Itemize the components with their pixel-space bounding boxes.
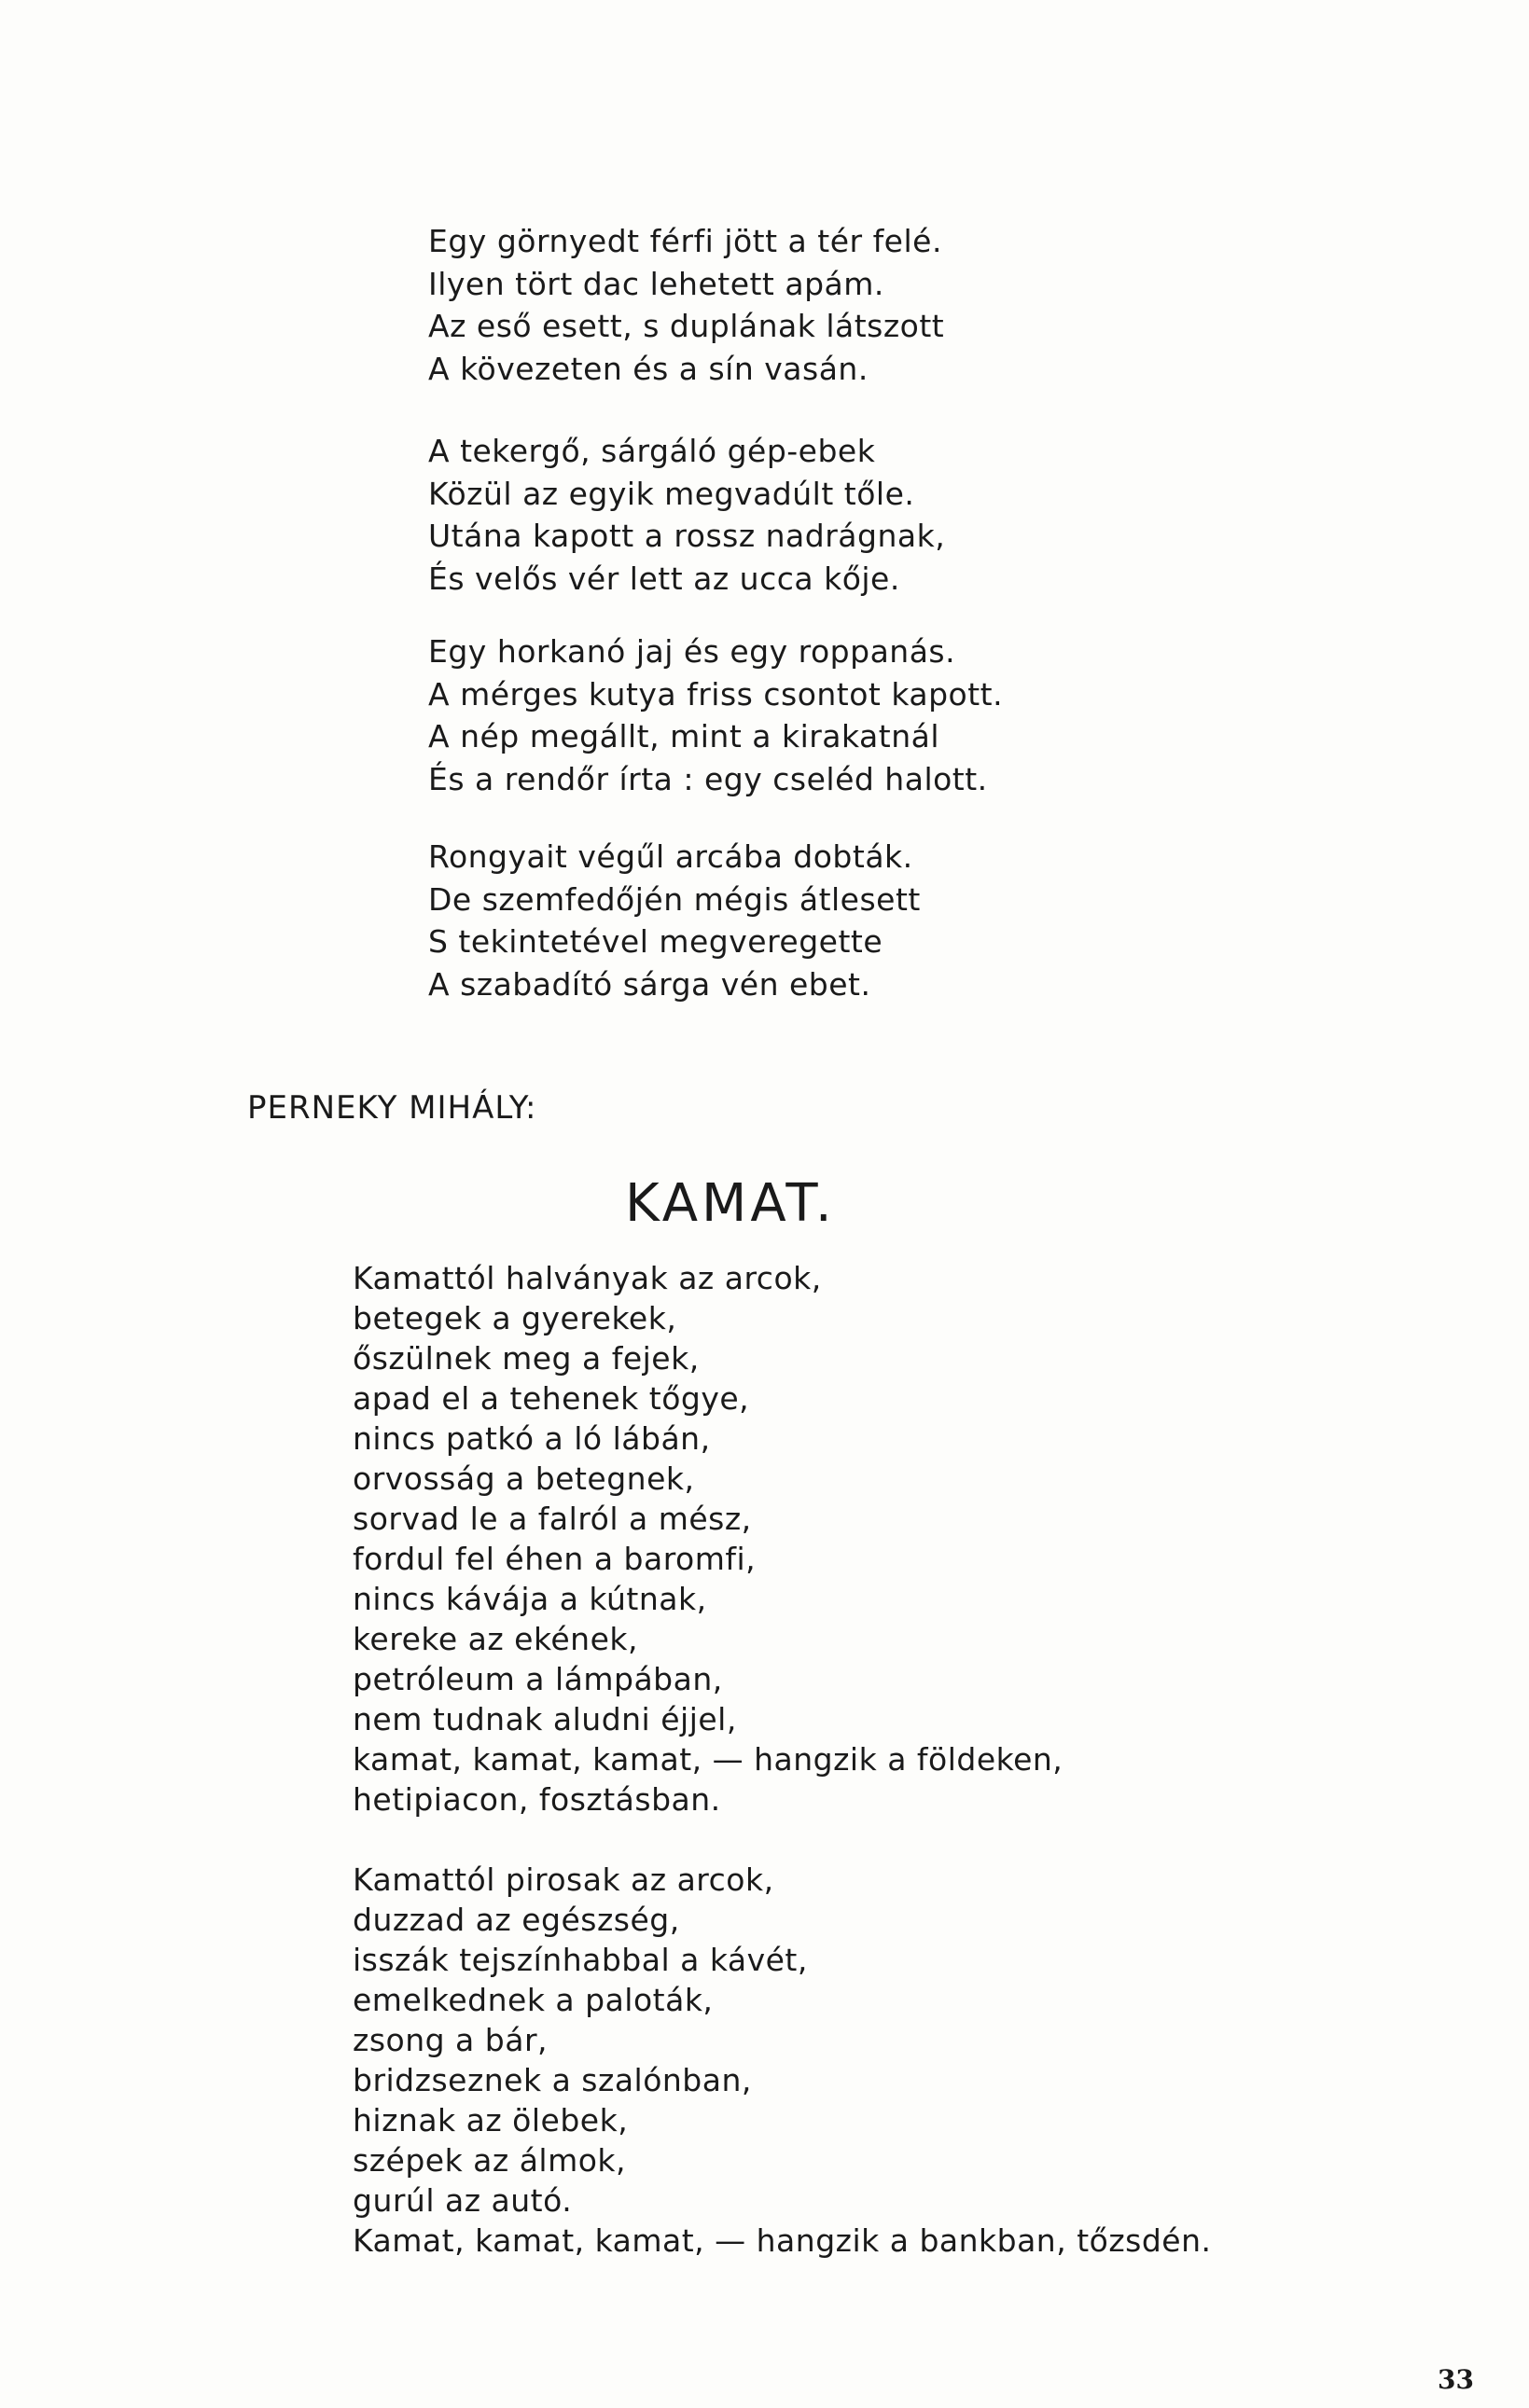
poem-line: duzzad az egészség, [353, 1902, 680, 1938]
poem-line: isszák tejszínhabbal a kávét, [353, 1942, 808, 1978]
poem-line: bridzseznek a szalónban, [353, 2062, 752, 2098]
poem-line: Kamattól halványak az arcok, [353, 1260, 822, 1296]
poem-line: orvosság a betegnek, [353, 1460, 695, 1497]
poem-line: nincs kávája a kútnak, [353, 1581, 707, 1617]
poem-line: A kövezeten és a sín vasán. [428, 350, 869, 387]
poem1-stanza-2 [428, 430, 945, 600]
poem-line: hiznak az ölebek, [353, 2102, 629, 2138]
poem-line: kereke az ekének, [353, 1621, 638, 1657]
poem-line: fordul fel éhen a baromfi, [353, 1541, 757, 1577]
poem-line: A mérges kutya friss csontot kapott. [428, 675, 1004, 713]
poem-line: őszülnek meg a fejek, [353, 1340, 700, 1377]
poem-line: gurúl az autó. [353, 2182, 573, 2219]
author-name: PERNEKY MIHÁLY: [247, 1089, 537, 1127]
poem-line: S tekintetével megveregette [428, 923, 883, 960]
poem-line: Kamat, kamat, kamat, — hangzik a bankban, tőzsdén. [353, 2222, 1212, 2259]
poem-line: És a rendőr írta : egy cseléd halott. [428, 760, 988, 797]
poem1-stanza-4 [428, 836, 921, 1005]
poem2-stanza-1 [353, 1258, 1063, 1820]
poem-line: nem tudnak aludni éjjel, [353, 1701, 737, 1737]
poem-line: Közül az egyik megvadúlt tőle. [428, 475, 915, 512]
poem-line: A szabadító sárga vén ebet. [428, 965, 871, 1003]
poem-line: emelkednek a paloták, [353, 1982, 714, 2018]
poem-line: Egy horkanó jaj és egy roppanás. [428, 633, 956, 670]
poem2-stanza-2 [353, 1860, 1212, 2261]
poem-line: A nép megállt, mint a kirakatnál [428, 718, 940, 754]
poem-line: betegek a gyerekek, [353, 1300, 677, 1336]
poem-line: hetipiacon, fosztásban. [353, 1781, 721, 1818]
poem-line: A tekergő, sárgáló gép-ebek [428, 433, 876, 469]
poem-line: Ilyen tört dac lehetett apám. [428, 265, 884, 302]
page-number: 33 [1438, 2364, 1474, 2395]
poem-line: És velős vér lett az ucca kője. [428, 560, 900, 597]
poem-line: nincs patkó a ló lábán, [353, 1420, 711, 1457]
poem-line: apad el a tehenek tőgye, [353, 1380, 750, 1417]
poem-title: KAMAT. [625, 1173, 836, 1234]
poem-line: sorvad le a falról a mész, [353, 1501, 752, 1537]
poem-line: Utána kapott a rossz nadrágnak, [428, 518, 946, 554]
poem-line: Egy görnyedt férfi jött a tér felé. [428, 223, 942, 259]
poem1-stanza-1 [428, 220, 944, 390]
poem-line: szépek az álmok, [353, 2142, 627, 2179]
poem-line: Az eső esett, s duplának látszott [428, 308, 945, 344]
poem-line: kamat, kamat, kamat, — hangzik a földeken, [353, 1741, 1063, 1778]
poem-line: petróleum a lámpában, [353, 1661, 723, 1697]
poem1-stanza-3 [428, 630, 1003, 800]
poem-line: Kamattól pirosak az arcok, [353, 1861, 774, 1898]
poem-line: De szemfedőjén mégis átlesett [428, 880, 921, 918]
poem-line: Rongyait végűl arcába dobták. [428, 838, 913, 875]
poem-line: zsong a bár, [353, 2022, 548, 2058]
